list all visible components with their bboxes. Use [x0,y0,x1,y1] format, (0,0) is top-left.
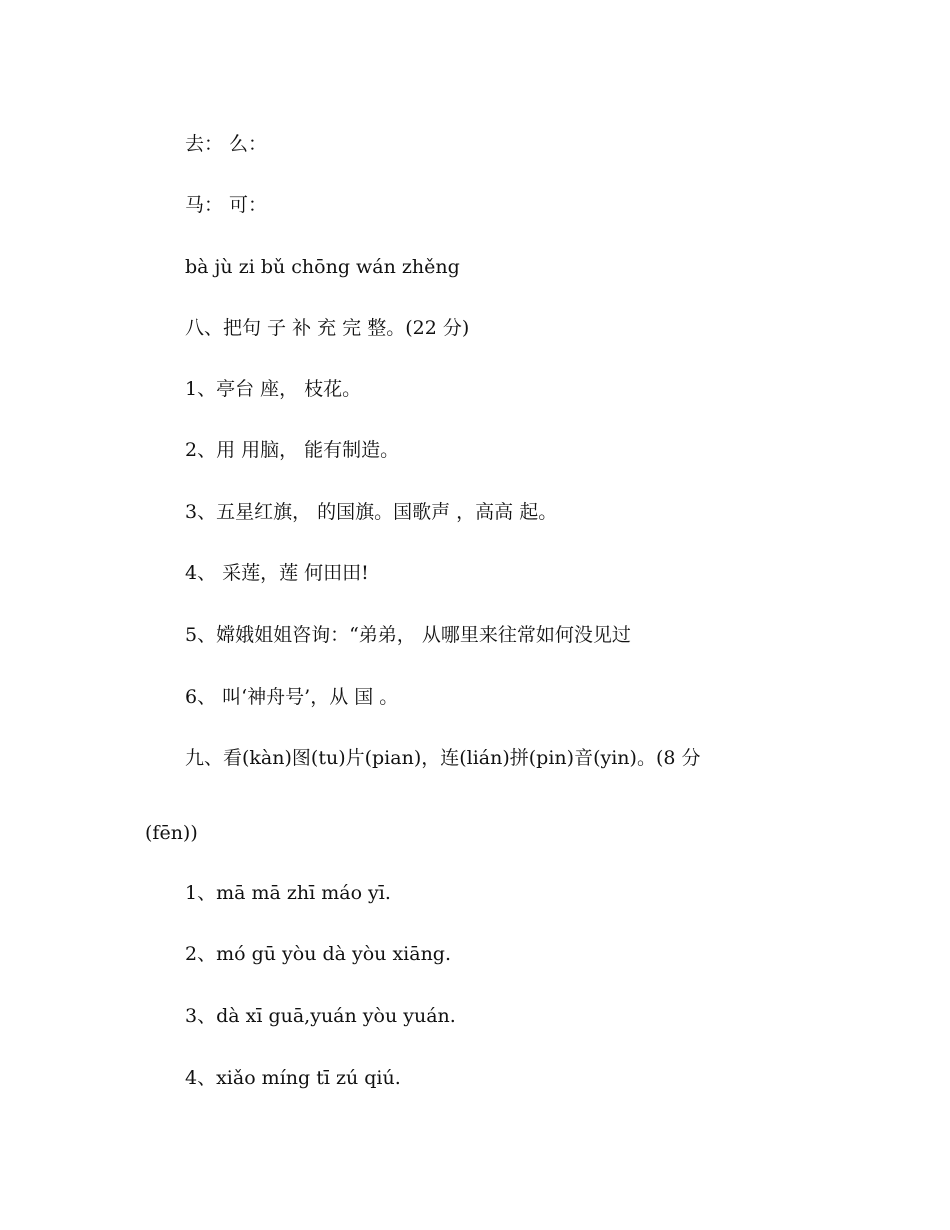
section-nine-heading-continuation: (fēn)) [145,822,198,844]
definition-line-1: 去： 么： [185,133,268,155]
pinyin-item-1: 1、mā mā zhī máo yī. [185,882,391,904]
section-nine-heading: 九、看(kàn)图(tu)片(pian)，连(lián)拼(pin)音(yin)。(8 分 [185,747,701,769]
sentence-item-6: 6、 叫‘神舟号’，从 国 。 [185,686,399,708]
sentence-item-5: 5、嫦娥姐姐咨询：“弟弟， 从哪里来往常如何没见过 [185,624,631,646]
pinyin-item-2: 2、mó gū yòu dà yòu xiāng. [185,943,452,965]
sentence-item-2: 2、用 用脑， 能有制造。 [185,439,400,461]
section-eight-heading: 八、把句 子 补 充 完 整。(22 分) [185,317,470,339]
definition-line-2: 马： 可： [185,194,268,216]
sentence-item-3: 3、五星红旗， 的国旗。国歌声 ，高高 起。 [185,501,558,523]
sentence-item-1: 1、亭台 座， 枝花。 [185,378,362,400]
pinyin-item-4: 4、xiǎo míng tī zú qiú. [185,1067,401,1089]
pinyin-heading-line: bà jù zi bǔ chōng wán zhěng [185,256,460,278]
pinyin-item-3: 3、dà xī guā,yuán yòu yuán. [185,1005,456,1027]
sentence-item-4: 4、 采莲，莲 何田田! [185,562,369,584]
